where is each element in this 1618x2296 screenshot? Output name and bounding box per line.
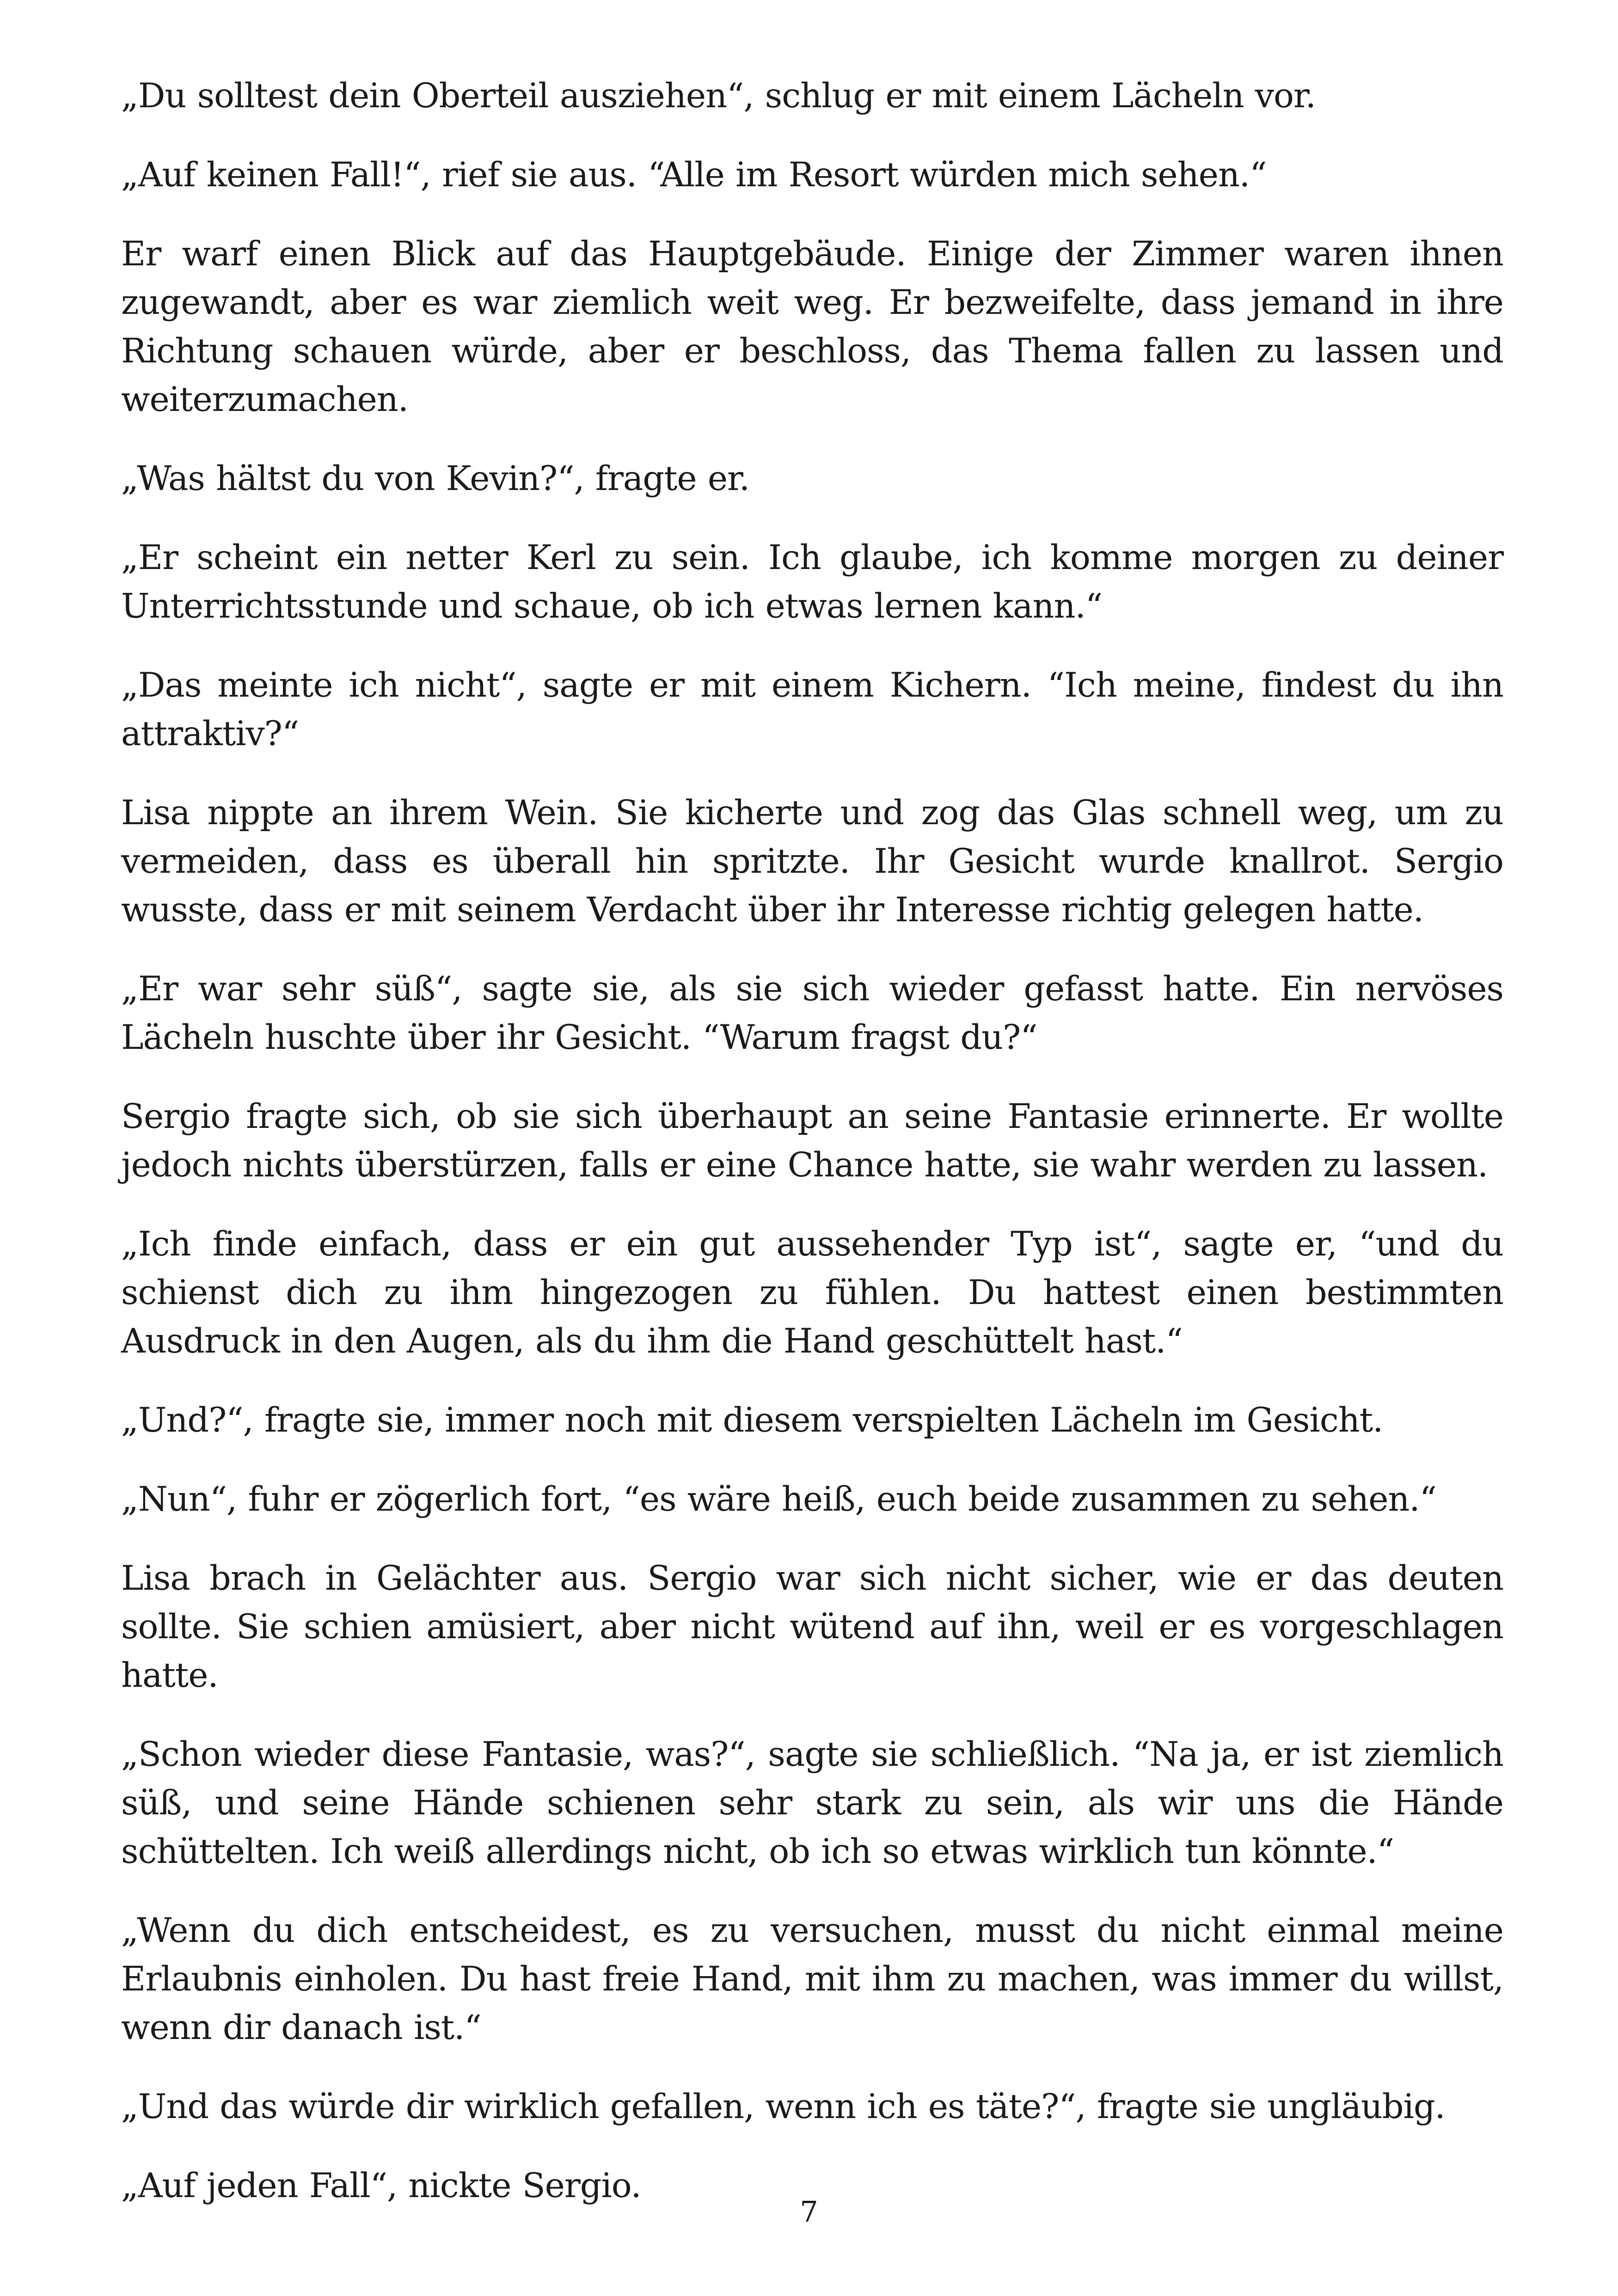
paragraph: „Und?“, fragte sie, immer noch mit diesem verspielten Lächeln im Gesicht. bbox=[121, 1401, 1383, 1440]
page-number: 7 bbox=[800, 2195, 818, 2229]
paragraph: „Wenn du dich entscheidest, es zu versuchen, musst du nicht einmal meine Erlaubnis einholen. Du hast freie Hand, mit ihm zu machen, was immer du willst, wenn dir danach ist.“ bbox=[121, 1911, 1503, 2047]
paragraph: „Er scheint ein netter Kerl zu sein. Ich glaube, ich komme morgen zu deiner Unterrichtsstunde und schaue, ob ich etwas lernen kann.“ bbox=[121, 538, 1503, 626]
paragraph: „Ich finde einfach, dass er ein gut aussehender Typ ist“, sagte er, “und du schienst dich zu ihm hingezogen zu fühlen. Du hattest einen bestimmten Ausdruck in den Augen, als du ihm die Hand geschüttelt hast.“ bbox=[121, 1225, 1503, 1361]
paragraph: „Auf keinen Fall!“, rief sie aus. “Alle im Resort würden mich sehen.“ bbox=[121, 155, 1267, 195]
paragraph: „Nun“, fuhr er zögerlich fort, “es wäre heiß, euch beide zusammen zu sehen.“ bbox=[121, 1480, 1436, 1519]
paragraph: Sergio fragte sich, ob sie sich überhaupt an seine Fantasie erinnerte. Er wollte jedoch nichts überstürzen, falls er eine Chance hatte, sie wahr werden zu lassen. bbox=[121, 1097, 1503, 1185]
paragraph: „Und das würde dir wirklich gefallen, wenn ich es täte?“, fragte sie ungläubig. bbox=[121, 2087, 1445, 2126]
paragraph: „Schon wieder diese Fantasie, was?“, sagte sie schließlich. “Na ja, er ist ziemlich süß, und seine Hände schienen sehr stark zu sein, als wir uns die Hände schüttelten. Ich weiß allerdings nicht, ob ich so etwas wirklich tun könnte.“ bbox=[121, 1735, 1503, 1871]
paragraph: „Du solltest dein Oberteil ausziehen“, schlug er mit einem Lächeln vor. bbox=[121, 76, 1316, 116]
paragraph: Lisa brach in Gelächter aus. Sergio war sich nicht sicher, wie er das deuten sollte. Sie schien amüsiert, aber nicht wütend auf ihn, weil er es vorgeschlagen hatte. bbox=[121, 1559, 1503, 1695]
text-body bbox=[121, 72, 1503, 2241]
paragraph: „Auf jeden Fall“, nickte Sergio. bbox=[121, 2166, 641, 2205]
paragraph: Er warf einen Blick auf das Hauptgebäude. Einige der Zimmer waren ihnen zugewandt, aber es war ziemlich weit weg. Er bezweifelte, dass jemand in ihre Richtung schauen würde, aber er beschloss, das Thema fallen zu lassen und weiterzumachen. bbox=[121, 234, 1503, 419]
paragraph: Lisa nippte an ihrem Wein. Sie kicherte und zog das Glas schnell weg, um zu vermeiden, dass es überall hin spritzte. Ihr Gesicht wurde knallrot. Sergio wusste, dass er mit seinem Verdacht über ihr Interesse richtig gelegen hatte. bbox=[121, 793, 1503, 930]
paragraph: „Was hältst du von Kevin?“, fragte er. bbox=[121, 459, 750, 498]
paragraph: „Das meinte ich nicht“, sagte er mit einem Kichern. “Ich meine, findest du ihn attraktiv?“ bbox=[121, 666, 1503, 753]
paragraph: „Er war sehr süß“, sagte sie, als sie sich wieder gefasst hatte. Ein nervöses Lächeln huschte über ihr Gesicht. “Warum fragst du?“ bbox=[121, 969, 1503, 1057]
